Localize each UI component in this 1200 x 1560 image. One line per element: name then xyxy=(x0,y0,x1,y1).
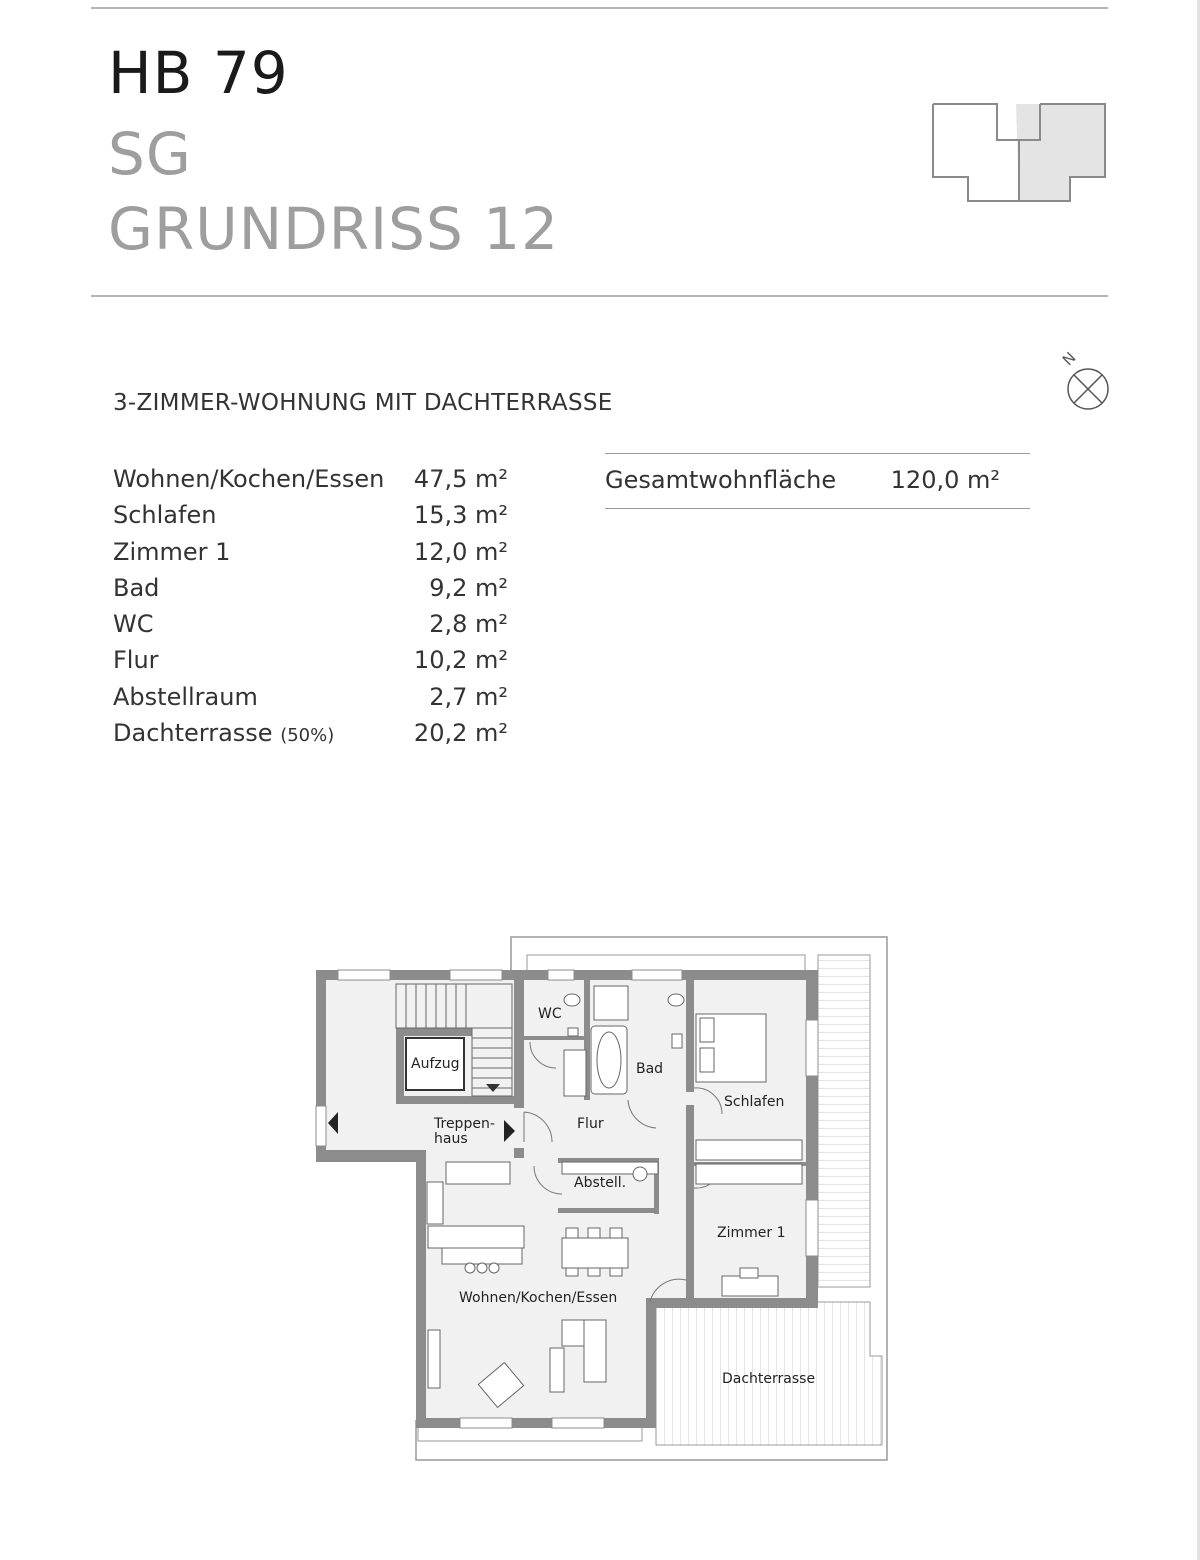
room-area: 2,7 m² xyxy=(429,682,508,711)
label-wohnen: Wohnen/Kochen/Essen xyxy=(459,1290,618,1306)
room-row xyxy=(113,574,508,610)
room-area: 9,2 m² xyxy=(429,573,508,602)
room-name: Schlafen xyxy=(113,501,217,530)
label-bad: Bad xyxy=(636,1061,664,1077)
room-name: Bad xyxy=(113,573,160,602)
room-name: Dachterrasse (50%) xyxy=(113,719,335,748)
label-zimmer1: Zimmer 1 xyxy=(717,1225,786,1241)
building-title: HB 79 xyxy=(108,39,289,107)
room-row xyxy=(113,646,508,682)
parapet xyxy=(527,955,805,971)
room-row xyxy=(113,610,508,646)
north-arrow-icon xyxy=(1052,345,1114,415)
label-dachterrasse: Dachterrasse xyxy=(722,1371,816,1387)
label-abstell: Abstell. xyxy=(574,1175,627,1191)
room-name: Zimmer 1 xyxy=(113,537,231,566)
label-aufzug: Aufzug xyxy=(411,1056,460,1072)
room-area: 2,8 m² xyxy=(429,610,508,639)
room-row xyxy=(113,719,508,755)
key-plan-icon xyxy=(930,100,1110,204)
room-area: 10,2 m² xyxy=(413,646,508,675)
top-rule xyxy=(91,7,1108,9)
room-row xyxy=(113,538,508,574)
label-schlafen: Schlafen xyxy=(724,1094,785,1110)
room-note: (50%) xyxy=(280,725,335,747)
room-row xyxy=(113,683,508,719)
total-area-box xyxy=(605,453,1030,509)
total-area-value: 120,0 m² xyxy=(890,466,1000,494)
apartment-type: 3-ZIMMER-WOHNUNG MIT DACHTERRASSE xyxy=(113,390,613,416)
room-name: WC xyxy=(113,610,154,639)
terrace-strip xyxy=(818,955,870,1287)
floor-plan xyxy=(300,930,900,1470)
label-wc: WC xyxy=(538,1006,562,1022)
floor-title: SG xyxy=(108,120,192,188)
room-area: 20,2 m² xyxy=(413,719,508,748)
label-flur: Flur xyxy=(577,1116,604,1132)
room-area: 47,5 m² xyxy=(413,465,508,493)
room-name: Wohnen/Kochen/Essen xyxy=(113,465,385,493)
room-name: Flur xyxy=(113,646,159,675)
room-name: Abstellraum xyxy=(113,682,258,711)
room-area: 15,3 m² xyxy=(413,501,508,530)
room-row xyxy=(113,465,508,501)
room-area-table xyxy=(113,465,508,755)
plan-title: GRUNDRISS 12 xyxy=(108,195,560,263)
total-area-label: Gesamtwohnfläche xyxy=(605,466,837,494)
room-row xyxy=(113,501,508,537)
north-label: N xyxy=(1058,348,1080,370)
label-treppenhaus-2: haus xyxy=(434,1131,468,1147)
room-area: 12,0 m² xyxy=(413,537,508,566)
label-treppenhaus-1: Treppen- xyxy=(434,1116,495,1132)
header-bottom-rule xyxy=(91,295,1108,297)
